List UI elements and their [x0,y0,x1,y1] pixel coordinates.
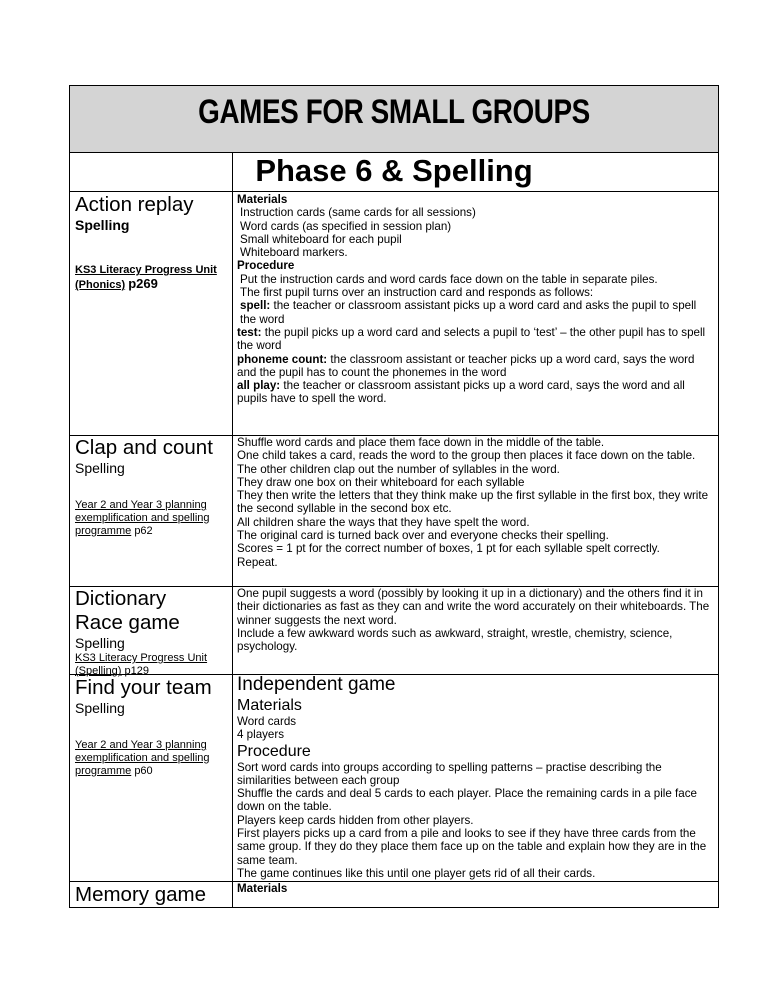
list-item: The game continues like this until one player gets rid of all their cards. [237,866,596,880]
reference [75,499,230,538]
memory-game-content [237,882,715,895]
row-divider [69,191,719,192]
game-title: Dictionary [75,587,167,610]
list-item: Whiteboard markers. [240,246,348,260]
game-title: Clap and count [75,436,213,459]
find-your-team-label-cell [75,676,230,778]
materials-heading: Materials [237,697,302,714]
procedure-heading: Procedure [237,259,295,273]
list-item: Scores = 1 pt for the correct number of boxes, 1 pt for each syllable spelt correctly. [237,542,660,556]
game-title: Race game [75,611,180,634]
list-item: They then write the letters that they think make up the first syllable in the first box, they write the second syllable in the second box etc. [237,489,709,516]
reference [75,263,230,292]
reference-link[interactable]: Year 2 and Year 3 planning exemplification and spelling programme [75,499,210,537]
procedure-step: spell: the teacher or classroom assistant picks up a word card and asks the pupil to spell the word [240,299,697,326]
game-title: Action replay [75,193,194,216]
game-subject: Spelling [75,700,125,716]
list-item: All children share the ways that they have spelt the word. [237,515,530,529]
game-title: Memory game [75,883,207,906]
game-subject: Spelling [75,217,130,233]
find-your-team-content [237,674,715,880]
procedure-text: Put the instruction cards and word cards face down on the table in separate piles. [240,272,658,286]
paragraph: One pupil suggests a word (possibly by looking it up in a dictionary) and the others find it in their dictionaries as fast as they can and write the word accurately on their whiteboards. The winner suggests the next word. [237,587,710,627]
reference-link[interactable]: KS3 Literacy Progress Unit (Phonics) [75,264,217,291]
materials-heading: Materials [237,882,288,895]
game-type-heading: Independent game [237,674,396,695]
dictionary-race-content [237,587,715,653]
game-subject: Spelling [75,460,125,476]
reference-page: p129 [124,665,150,677]
materials-heading: Materials [237,193,288,206]
procedure-text: The first pupil turns over an instruction card and responds as follows: [240,286,594,300]
list-item: The other children clap out the number of syllables in the word. [237,462,560,476]
clap-and-count-label-cell [75,436,230,538]
action-replay-content [237,193,715,406]
list-item: Sort word cards into groups according to spelling patterns – practise describing the similarities between each group [237,760,662,787]
procedure-heading: Procedure [237,742,311,760]
list-item: The original card is turned back over and everyone checks their spelling. [237,529,609,543]
list-item: Shuffle word cards and place them face down in the middle of the table. [237,436,605,449]
list-item: Repeat. [237,555,278,569]
procedure-step: all play: the teacher or classroom assistant picks up a word card, says the word and all pupils have to spell the word. [237,379,685,406]
list-item: Shuffle the cards and deal 5 cards to each player. Place the remaining cards in a pile face down on the table. [237,787,697,814]
list-item: First players picks up a card from a pile and looks to see if they have three cards from the same group. If they do they place them face up on the table and explain how they are in the same team. [237,827,707,867]
reference-link[interactable]: Year 2 and Year 3 planning exemplification and spelling programme [75,739,210,777]
game-subject: Spelling [75,635,125,651]
column-divider [232,153,233,908]
page-title: GAMES FOR SMALL GROUPS [198,93,590,131]
dictionary-race-label-cell [75,587,230,678]
reference [75,652,230,678]
paragraph: Include a few awkward words such as awkward, straight, wrestle, chemistry, science, psychology. [237,626,673,654]
list-item: Word cards [237,715,297,728]
clap-and-count-content [237,436,715,569]
list-item: 4 players [237,728,285,742]
memory-game-label-cell [75,883,230,907]
list-item: Small whiteboard for each pupil [240,232,402,246]
list-item: Word cards (as specified in session plan) [240,219,452,233]
phase-title: Phase 6 & Spelling [255,153,533,188]
game-title: Find your team [75,676,212,699]
reference-page: p62 [134,525,153,537]
title-banner [69,85,719,153]
reference-page: p269 [128,276,158,291]
list-item: One child takes a card, reads the word to the group then places it face down on the table. [237,449,696,463]
procedure-step: phoneme count: the classroom assistant or teacher picks up a word card, says the word and the pupil has to count the phonemes in the word [237,352,695,379]
procedure-step: test: the pupil picks up a word card and selects a pupil to ‘test’ – the other pupil has to spell the word [237,325,706,353]
phase-header [69,153,719,191]
action-replay-label-cell [75,193,230,292]
list-item: They draw one box on their whiteboard for each syllable [237,475,525,489]
list-item: Instruction cards (same cards for all sessions) [240,206,476,220]
reference [75,739,230,778]
list-item: Players keep cards hidden from other players. [237,813,474,827]
reference-link[interactable]: KS3 Literacy Progress Unit (Spelling) [75,652,208,677]
reference-page: p60 [134,765,153,777]
